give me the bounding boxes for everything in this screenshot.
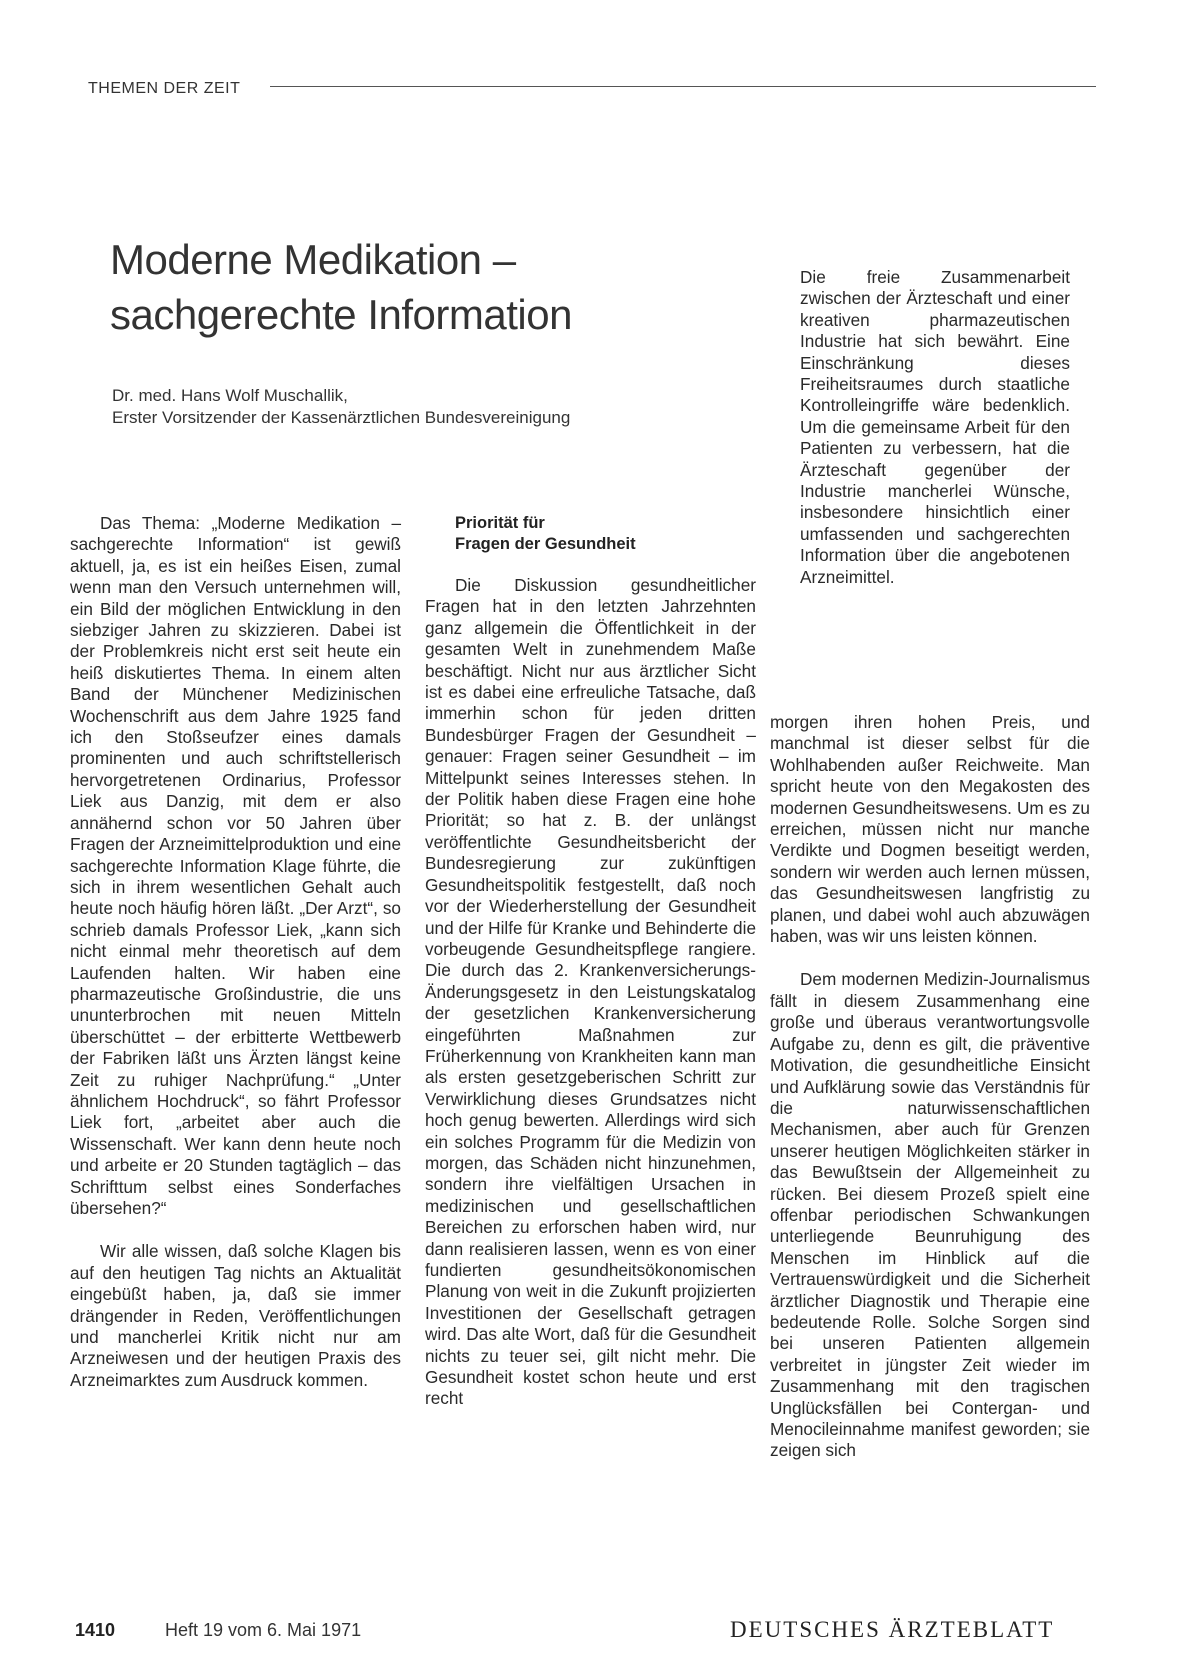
journal-masthead: DEUTSCHES ÄRZTEBLATT: [730, 1617, 1055, 1642]
author-name: Dr. med. Hans Wolf Muschallik,: [112, 386, 348, 405]
paragraph: Die Diskussion gesundheitlicher Fragen hat in den letzten Jahrzehnten ganz allgemein die Öffentlichkeit in der gesamten Welt in zunehmendem Maße beschäftigt. Nicht nur aus ärztlicher Sicht ist es dabei eine erfreuliche Tatsache, daß immerhin schon für jeden dritten Bundesbürger Fragen der Gesundheit – genauer: Fragen seiner Gesundheit – im Mittelpunkt seines Interesses stehen. In der Politik haben diese Fragen eine hohe Priorität; so hat z. B. der unlängst veröffentlichte Gesundheitsbericht der Bundesregierung zur zukünftigen Gesundheitspolitik festgestellt, daß noch vor der Wiederherstellung der Gesundheit und der Hilfe für Kranke und Behinderte die vorbeugende Gesundheitspflege rangiere. Die durch das 2. Krankenversicherungs-Änderungsgesetz in den Leistungskatalog der gesetzlichen Krankenversicherung eingeführten Maßnahmen zur Früherkennung von Krankheiten kann man als ersten gesetzgeberischen Schritt zur Verwirklichung dieses Grundsatzes nicht hoch genug bewerten. Allerdings wird sich ein solches Programm für die Medizin von morgen, das Schäden nicht hinzunehmen, sondern ihre vielfältigen Ursachen in medizinischen und gesellschaftlichen Bereichen zu erforschen haben wird, nur dann realisieren lassen, wenn es von einer fundierten gesundheitsökonomischen Planung von weit in die Zukunft projizierten Investitionen der Gesellschaft getragen wird. Das alte Wort, daß für die Gesundheit nichts zu teuer sei, gilt nicht mehr. Die Gesundheit kostet schon heute und erst recht: [425, 575, 756, 1409]
title-line-2: sachgerechte Information: [110, 291, 572, 338]
page-number: 1410: [75, 1620, 116, 1640]
author-byline: [112, 385, 570, 429]
article-title: [110, 232, 572, 342]
author-position: Erster Vorsitzender der Kassenärztlichen Bundesvereinigung: [112, 408, 571, 427]
title-line-1: Moderne Medikation –: [110, 236, 516, 283]
paragraph: morgen ihren hohen Preis, und manchmal ist dieser selbst für die Wohlhabenden außer Reichweite. Man spricht heute von den Megakosten des modernen Gesundheitswesens. Um es zu erreichen, müssen nicht nur manche Verdikte und Dogmen beseitigt werden, sondern wir werden auch lernen müssen, das Gesundheitswesen langfristig zu planen, und dabei wohl auch abzuwägen haben, was wir uns leisten können.: [770, 712, 1090, 947]
pull-quote: [800, 267, 1070, 588]
issue-info: Heft 19 vom 6. Mai 1971: [165, 1620, 362, 1640]
subheading-line-2: Fragen der Gesundheit: [455, 535, 636, 553]
header-rule: [270, 86, 1096, 87]
pull-quote-text: Die freie Zusammenarbeit zwischen der Ärzteschaft und einer kreativen pharmazeutischen Industrie hat sich bewährt. Eine Einschränkung dieses Freiheitsraumes durch staatliche Kontrolleingriffe wäre bedenklich. Um die gemeinsame Arbeit für den Patienten zu verbessern, hat die Ärzteschaft gegenüber der Industrie mancherlei Wünsche, insbesondere hinsichtlich einer umfassenden und sachgerechten Information über die angebotenen Arzneimittel.: [800, 267, 1070, 587]
paragraph: Dem modernen Medizin-Journalismus fällt in diesem Zusammenhang eine große und überaus verantwortungsvolle Aufgabe zu, denn es gilt, die präventive Motivation, die gesundheitliche Einsicht und Aufklärung sowie das Verständnis für die naturwissenschaftlichen Mechanismen, aber auch für Grenzen unserer heutigen Möglichkeiten stärker in das Bewußtsein der Allgemeinheit zu rücken. Bei diesem Prozeß spielt eine offenbar periodischen Schwankungen unterliegende Beunruhigung des Menschen im Hinblick auf die Vertrauenswürdigkeit und die Sicherheit ärztlicher Diagnostik und Therapie eine bedeutende Rolle. Solche Sorgen sind bei unseren Patienten allgemein verbreitet in jüngster Zeit wieder im Zusammenhang mit den tragischen Unglücksfällen bei Contergan- und Menocileinnahme manifest geworden; sie zeigen sich: [770, 969, 1090, 1461]
column-2: [425, 575, 756, 1410]
subheading-line-1: Priorität für: [455, 514, 545, 532]
section-label: THEMEN DER ZEIT: [88, 80, 241, 97]
paragraph: Wir alle wissen, daß solche Klagen bis auf den heutigen Tag nichts an Aktualität eingebüßt haben, ja, daß sie immer drängender in Reden, Veröffentlichungen und mancherlei Kritik nicht nur am Arzneiwesen und der heutigen Praxis des Arzneimarktes zum Ausdruck kommen.: [70, 1241, 401, 1390]
paragraph: Das Thema: „Moderne Medikation – sachgerechte Information“ ist gewiß aktuell, ja, es ist ein heißes Eisen, zumal wenn man den Versuch unternehmen will, ein Bild der möglichen Entwicklung in den siebziger Jahren zu skizzieren. Dabei ist der Problemkreis nicht erst seit heute ein heiß diskutiertes Thema. In einem alten Band der Münchener Medizinischen Wochenschrift aus dem Jahre 1925 fand ich den Stoßseufzer eines damals prominenten und auch schriftstellerisch hervorgetretenen Ordinarius, Professor Liek aus Danzig, mit dem er also annähernd schon vor 50 Jahren über Fragen der Arzneimittelproduktion und eine sachgerechte Information Klage führte, die sich in ihrem wesentlichen Gehalt auch heute noch häufig hören läßt. „Der Arzt“, so schrieb damals Professor Liek, „kann sich nicht einmal mehr theoretisch auf dem Laufenden halten. Wir haben eine pharmazeutische Großindustrie, die uns ununterbrochen mit neuen Mitteln überschüttet – der erbitterte Wettbewerb der Fabriken läßt uns Ärzten längst keine Zeit zu ruhiger Nachprüfung.“ „Unter ähnlichem Hochdruck“, so fährt Professor Liek fort, „arbeitet aber auch die Wissenschaft. Wer kann denn heute noch und arbeite er 20 Stunden tagtäglich – das Schrifttum selbst eines Sonderfaches übersehen?“: [70, 513, 401, 1218]
column-3: [770, 712, 1090, 1462]
subheading: [455, 513, 745, 555]
column-1: [70, 513, 401, 1391]
